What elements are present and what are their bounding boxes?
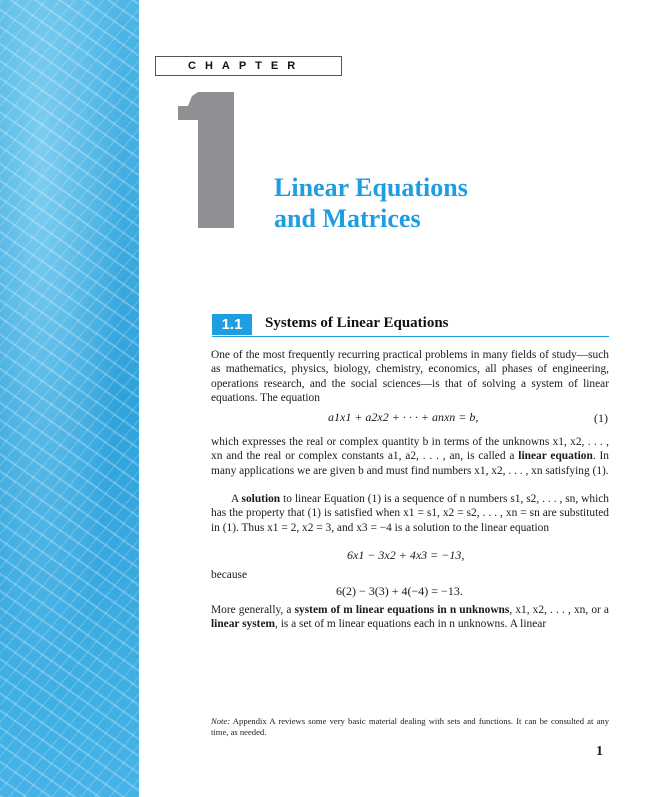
footnote-label: Note: (211, 716, 231, 726)
paragraph-systems (211, 603, 609, 632)
chapter-title-line2: and Matrices (274, 204, 421, 233)
chapter-title-line1: Linear Equations (274, 173, 468, 202)
text-span: to linear Equation (1) is a sequence of n numbers s1, s2, . . . , sn, which has the property that (1) is satisfied when x1 = s1, x2 = s2, . . . , xn = sn are substituted in (1). Thus x1 = 2, x2 = 3, and x3 = −4 is a solution to the linear equation (211, 493, 609, 534)
chapter-title (274, 172, 468, 234)
text-span: which expresses the real or complex quantity b in terms of the unknowns x1, x2, . . . , xn and the real or complex constants a1, a2, . . . , an, is called a (211, 436, 609, 463)
text-span: , x1, x2, . . . , xn, or a (509, 604, 609, 616)
section-number: 1.1 (212, 314, 252, 335)
chapter-label: CHAPTER (155, 56, 342, 76)
equation-1: a1x1 + a2x2 + · · · + anxn = b, (328, 410, 479, 424)
paragraph-intro: One of the most frequently recurring practical problems in many fields of study—such as mathematics, physics, biology, chemistry, economics, all phases of engineering, operations research, and the social sciences—is that of solving a system of linear equations. The equation (211, 349, 609, 404)
section-header (212, 314, 609, 337)
term-linear-equation: linear equation (518, 450, 593, 463)
term-linear-system: linear system (211, 618, 276, 631)
chapter-number-graphic (178, 92, 234, 228)
term-system: system of m linear equations in n unknowns (294, 604, 510, 616)
equation-1-number: (1) (594, 411, 608, 425)
text-span: A (231, 493, 242, 505)
section-title: Systems of Linear Equations (265, 315, 449, 331)
term-solution: solution (241, 493, 281, 505)
decorative-sidebar (0, 0, 139, 797)
footnote-text: Appendix A reviews some very basic material dealing with sets and functions. It can be consulted at any time, as needed. (211, 716, 609, 737)
page-number: 1 (596, 744, 603, 759)
equation-3: 6(2) − 3(3) + 4(−4) = −13. (336, 584, 463, 598)
footnote (211, 716, 609, 738)
equation-2: 6x1 − 3x2 + 4x3 = −13, (347, 548, 465, 562)
paragraph-definition (211, 435, 609, 478)
paragraph-solution (211, 492, 609, 535)
text-span: More generally, a (211, 604, 295, 616)
text-span: . In many applications we are given b and must find numbers x1, x2, . . . , xn satisfying (1). (211, 450, 610, 477)
text-span: , is a set of m linear equations each in n unknowns. A linear (275, 618, 547, 631)
because-label: because (211, 569, 248, 581)
